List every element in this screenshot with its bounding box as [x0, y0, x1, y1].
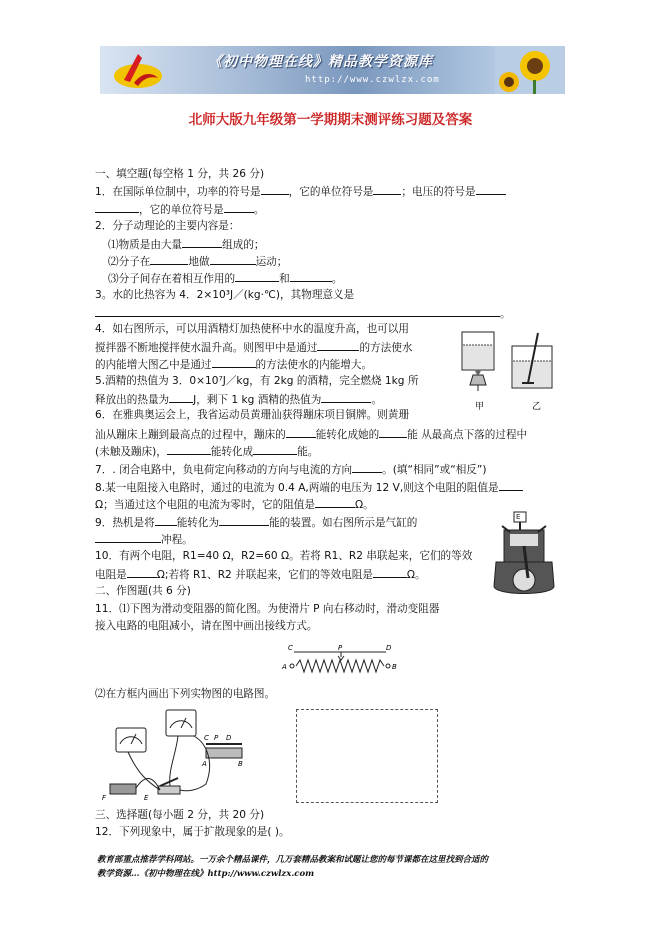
apparatus-d-label: D — [226, 734, 232, 742]
rheostat-p-label: P — [338, 644, 343, 652]
question-4-line2: 搅拌器不断地搅拌使水温升高。则图甲中是通过 的方法使水 — [95, 339, 412, 355]
banner-url: http://www.czwlzx.com — [305, 75, 440, 85]
apparatus-e-label: E — [144, 794, 149, 802]
question-10-line1: 10．有两个电阻，R1=40 Ω，R2=60 Ω。若将 R1、R2 串联起来，它们的等效 — [95, 550, 473, 562]
beaker-right-label: 乙 — [532, 402, 542, 412]
question-6-line3: (未触及蹦床)， 能转化成 能。 — [95, 443, 318, 459]
apparatus-f-label: F — [102, 794, 107, 802]
question-8-line1: 8.某一电阻接入电路时，通过的电流为 0.4 A,两端的电压为 12 V,则这个电阻的阻值是 — [95, 479, 523, 495]
engine-e-label: E — [516, 513, 521, 521]
question-11-part2: ⑵在方框内画出下列实物图的电路图。 — [95, 688, 276, 700]
question-6-line2: 汕从蹦床上蹦到最高点的过程中，蹦床的 能转化成她的 能 从最高点下落的过程中 — [95, 426, 527, 442]
site-logo-icon — [108, 50, 166, 90]
question-1-line1: 1．在国际单位制中，功率的符号是 ，它的单位符号是 ；电压的符号是 — [95, 183, 506, 199]
rheostat-d-label: D — [386, 644, 392, 652]
section3-heading: 三、选择题(每小题 2 分，共 20 分) — [95, 809, 265, 821]
section1-heading: 一、填空题(每空格 1 分，共 26 分) — [95, 168, 265, 180]
question-2: 2．分子动理论的主要内容是： — [95, 220, 240, 232]
beaker-figure — [456, 327, 568, 415]
question-3: 3。水的比热容为 4．2×10³J／(kg·℃)，其物理意义是 — [95, 289, 355, 301]
footer-line1: 教育部重点推荐学科网站。一万余个精品课件，几万套精品教案和试题让您的每节课都在这里找到合适的 — [97, 855, 489, 865]
circuit-apparatus-figure — [98, 704, 248, 802]
footer-line2[interactable]: 教学资源…《初中物理在线》http://www.czwlzx.com — [97, 869, 315, 879]
rheostat-figure — [282, 640, 402, 676]
section2-heading: 二、作图题(共 6 分) — [95, 585, 191, 597]
apparatus-a-label: A — [202, 760, 207, 768]
apparatus-p-label: P — [214, 734, 219, 742]
question-10-line2: 电阻是 Ω;若将 R1、R2 并联起来，它们的等效电阻是 Ω。 — [95, 566, 426, 582]
question-5-line1: 5.酒精的热值为 3．0×10⁷J／kg，有 2kg 的酒精，完全燃烧 1kg 所 — [95, 375, 419, 387]
header-banner — [100, 46, 565, 94]
rheostat-a-label: A — [282, 663, 287, 671]
question-12: 12．下列现象中，属于扩散现象的是( )。 — [95, 826, 290, 838]
apparatus-c-label: C — [204, 734, 209, 742]
question-5-line2: 释放出的热量为 J，剩下 1 kg 酒精的热值为 。 — [95, 391, 382, 407]
question-9-line1: 9．热机是将 能转化为 能的装置。如右图所示是气缸的 — [95, 514, 417, 530]
question-4-line1: 4．如右图所示，可以用酒精灯加热使杯中水的温度升高，也可以用 — [95, 323, 409, 335]
question-9-line2: 冲程。 — [95, 531, 193, 547]
question-11-line1: 11．⑴下图为滑动变阻器的简化图。为使滑片 P 向右移动时，滑动变阻器 — [95, 603, 440, 615]
document-title: 北师大版九年级第一学期期末测评练习题及答案 — [188, 112, 473, 128]
question-2-item3: ⑶分子间存在着相互作用的 和 。 — [108, 270, 342, 286]
beaker-left-label: 甲 — [475, 402, 485, 412]
engine-cylinder-figure — [490, 508, 566, 600]
question-6-line1: 6．在雅典奥运会上，我省运动员黄珊汕获得蹦床项目铜牌。则黄珊 — [95, 409, 409, 421]
question-7: 7．. 闭合电路中，负电荷定向移动的方向与电流的方向 。(填“相同”或“相反”) — [95, 461, 487, 477]
rheostat-c-label: C — [288, 644, 293, 652]
question-2-item2: ⑵分子在 地做 运动； — [108, 253, 287, 269]
question-4-line3: 的内能增大图乙中是通过 的方法使水的内能增大。 — [95, 356, 372, 372]
banner-title: 《初中物理在线》精品教学资源库 — [208, 54, 433, 70]
circuit-drawing-box[interactable] — [296, 709, 438, 803]
question-11-line2: 接入电路的电阻减小，请在图中画出接线方式。 — [95, 620, 318, 632]
question-3-answer-line: 。 — [95, 305, 511, 321]
sunflower-icon — [495, 46, 565, 94]
question-8-line2: Ω；当通过这个电阻的电流为零时，它的阻值是 Ω。 — [95, 496, 374, 512]
question-2-item1: ⑴物质是由大量 组成的； — [108, 236, 265, 252]
rheostat-b-label: B — [392, 663, 397, 671]
apparatus-b-label: B — [238, 760, 243, 768]
question-1-line2: ，它的单位符号是 。 — [95, 201, 264, 217]
